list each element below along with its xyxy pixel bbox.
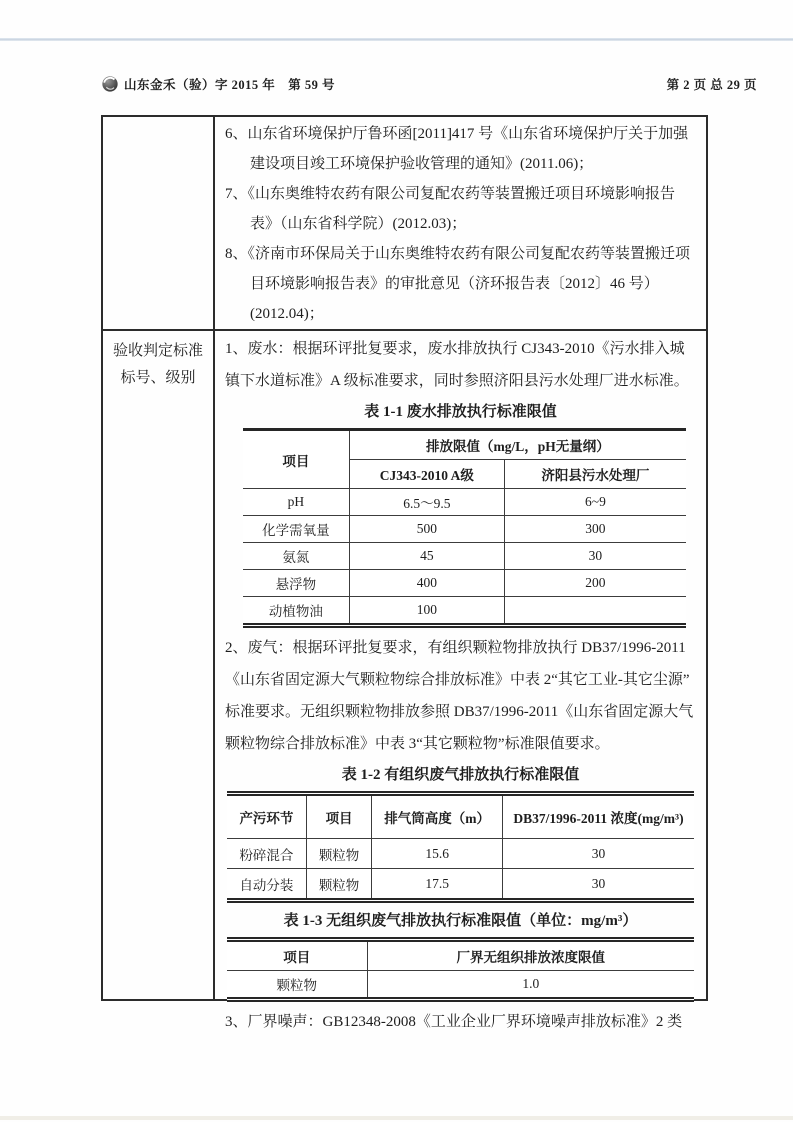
table-cell: 30 xyxy=(504,543,686,570)
document-number xyxy=(101,75,335,93)
table-cell: 15.6 xyxy=(372,839,503,869)
standards-label-line2: 标号、级别 xyxy=(120,370,196,386)
table-cell: 17.5 xyxy=(372,869,503,899)
table-cell: 动植物油 xyxy=(243,597,349,624)
table-cell: 自动分装 xyxy=(227,869,306,899)
scan-artifact-top-line xyxy=(0,38,793,41)
paragraph-noise: 3、厂界噪声：GB12348-2008《工业企业厂界环境噪声排放标准》2 类 xyxy=(225,1014,683,1030)
table-header-row xyxy=(227,796,694,839)
text-line: 表》（山东省科学院）(2012.03)； xyxy=(250,216,467,232)
table-row xyxy=(243,489,686,516)
references-label-cell xyxy=(103,117,215,329)
paragraph-wastewater xyxy=(225,333,696,397)
scan-artifact-bottom-smudge xyxy=(0,1116,793,1120)
table-cell: 颗粒物 xyxy=(227,971,367,998)
main-form-table xyxy=(101,115,708,1030)
column-header-concentration: DB37/1996-2011 浓度(mg/m³) xyxy=(503,796,695,839)
reference-item-7 xyxy=(225,179,696,239)
table-row xyxy=(227,971,694,998)
text-line: 6、山东省环境保护厅鲁环函[2011]417 号《山东省环境保护厅关于加强 xyxy=(225,126,689,142)
text-line: 颗粒物综合排放标准》中表 3“其它颗粒物”标准限值要求。 xyxy=(225,736,610,752)
paragraph-exhaust-gas xyxy=(225,632,696,760)
table-row xyxy=(243,516,686,543)
table-1-2-title: 表 1-2 有组织废气排放执行标准限值 xyxy=(341,767,580,783)
table-header-row xyxy=(243,431,686,460)
table-cell: 300 xyxy=(504,516,686,543)
table-cell: 400 xyxy=(349,570,504,597)
text-line: 2、废气：根据环评批复要求，有组织颗粒物排放执行 DB37/1996-2011 xyxy=(225,640,686,656)
reference-item-8 xyxy=(225,239,696,329)
text-line: 标准要求。无组织颗粒物排放参照 DB37/1996-2011《山东省固定源大气 xyxy=(225,704,694,720)
text-line: 7、《山东奥维特农药有限公司复配农药等装置搬迁项目环境影响报告 xyxy=(225,186,676,202)
table-cell: 颗粒物 xyxy=(306,869,371,899)
table-cell: pH xyxy=(243,489,349,516)
text-line: 8、《济南市环保局关于山东奥维特农药有限公司复配农药等装置搬迁项 xyxy=(225,246,691,262)
column-header-limits: 排放限值（mg/L，pH无量纲） xyxy=(349,431,686,460)
column-subheader-cj343: CJ343-2010 A级 xyxy=(349,460,504,489)
table-row xyxy=(243,597,686,624)
table-cell: 45 xyxy=(349,543,504,570)
table-cell: 化学需氧量 xyxy=(243,516,349,543)
table-cell: 200 xyxy=(504,570,686,597)
column-header-item: 项目 xyxy=(227,942,367,971)
table-cell: 1.0 xyxy=(367,971,694,998)
table-1-2 xyxy=(227,791,694,903)
table-row xyxy=(227,839,694,869)
table-cell: 悬浮物 xyxy=(243,570,349,597)
text-line: 目环境影响报告表》的审批意见（济环报告表〔2012〕46 号） xyxy=(250,276,659,292)
document-header xyxy=(101,75,757,93)
table-1-1-title: 表 1-1 废水排放执行标准限值 xyxy=(364,404,557,420)
document-number-text: 山东金禾（验）字 2015 年 第 59 号 xyxy=(124,78,336,92)
reference-item-6 xyxy=(225,119,696,179)
text-line: 建设项目竣工环境保护验收管理的通知》(2011.06)； xyxy=(250,156,594,172)
standards-label-line1: 验收判定标准 xyxy=(112,343,203,359)
table-row xyxy=(243,543,686,570)
standards-content xyxy=(215,331,706,1030)
table-1-1 xyxy=(243,428,686,628)
column-header-item: 项目 xyxy=(243,431,349,489)
table-cell: 500 xyxy=(349,516,504,543)
table-row xyxy=(227,869,694,899)
column-subheader-jiyang: 济阳县污水处理厂 xyxy=(504,460,686,489)
text-line: (2012.04)； xyxy=(250,306,324,322)
table-row xyxy=(243,570,686,597)
table-cell: 粉碎混合 xyxy=(227,839,306,869)
table-cell: 100 xyxy=(349,597,504,624)
swirl-globe-icon xyxy=(101,75,119,93)
table-1-3 xyxy=(227,937,694,1002)
column-header-stack-height: 排气筒高度（m） xyxy=(372,796,503,839)
table-cell: 30 xyxy=(503,839,695,869)
column-header-process: 产污环节 xyxy=(227,796,306,839)
table-cell: 氨氮 xyxy=(243,543,349,570)
text-line: 1、废水：根据环评批复要求，废水排放执行 CJ343-2010《污水排入城 xyxy=(225,341,685,357)
references-content xyxy=(215,117,706,329)
references-row xyxy=(103,117,706,331)
table-header-row xyxy=(227,942,694,971)
page-number-text: 第 2 页 总 29 页 xyxy=(666,78,757,92)
text-line: 镇下水道标准》A 级标准要求，同时参照济阳县污水处理厂进水标准。 xyxy=(225,373,689,389)
standards-label-cell xyxy=(103,331,215,999)
table-cell: 6~9 xyxy=(504,489,686,516)
table-cell: 颗粒物 xyxy=(306,839,371,869)
table-cell: 6.5～9.5 xyxy=(349,489,504,516)
column-header-item: 项目 xyxy=(306,796,371,839)
table-1-3-title: 表 1-3 无组织废气排放执行标准限值（单位：mg/m³） xyxy=(283,913,638,929)
table-cell: 30 xyxy=(503,869,695,899)
standards-row xyxy=(103,331,706,1030)
text-line: 《山东省固定源大气颗粒物综合排放标准》中表 2“其它工业-其它尘源” xyxy=(225,672,690,688)
column-header-fugitive-limit: 厂界无组织排放浓度限值 xyxy=(367,942,694,971)
table-cell xyxy=(504,597,686,624)
